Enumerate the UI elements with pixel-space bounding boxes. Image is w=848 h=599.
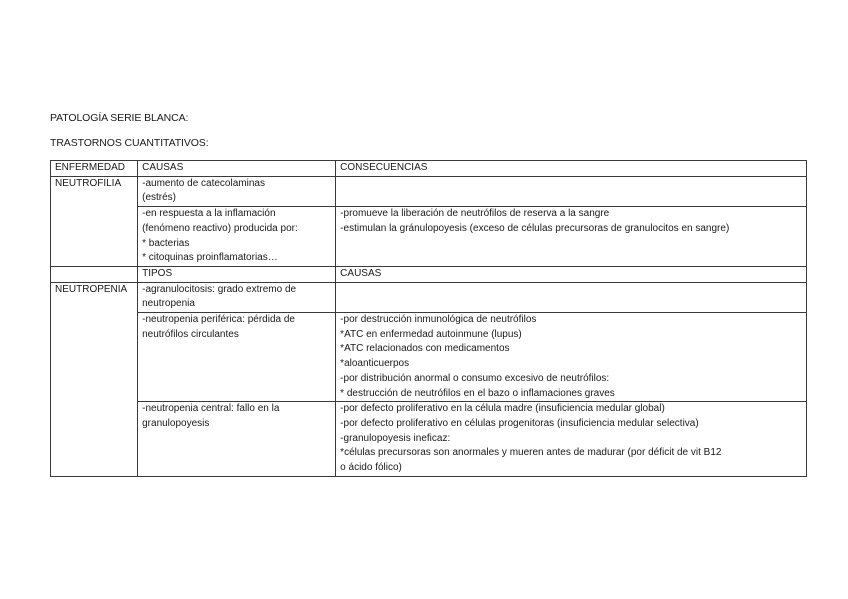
- cell-line: neutrófilos circulantes: [142, 328, 239, 340]
- cell-line: *ATC en enfermedad autoinmune (lupus): [340, 328, 522, 340]
- cause-cell: [336, 313, 807, 402]
- subheader-causas: CAUSAS: [336, 266, 807, 282]
- cell-line: granulopoyesis: [142, 417, 210, 429]
- cell-line: * bacterias: [142, 237, 190, 249]
- cell-line: -granulopoyesis ineficaz:: [340, 432, 451, 444]
- disorders-table: [50, 160, 807, 477]
- cell-line: *ATC relacionados con medicamentos: [340, 343, 510, 355]
- table-header-row: [51, 161, 807, 177]
- header-enfermedad: ENFERMEDAD: [51, 161, 138, 177]
- table-row: [51, 402, 807, 477]
- cell-line: * citoquinas proinflamatorias…: [142, 252, 278, 264]
- cell-line: * destrucción de neutrófilos en el bazo o inflamaciones graves: [340, 387, 615, 399]
- cause-cell-empty: [336, 282, 807, 312]
- cell-line: -aumento de catecolaminas: [142, 177, 265, 189]
- cell-line: (fenómeno reactivo) producida por:: [142, 222, 298, 234]
- cell-line: -por defecto proliferativo en células progenitoras (insuficiencia medular selectiva): [340, 417, 699, 429]
- cell-line: -en respuesta a la inflamación: [142, 208, 276, 220]
- table-row: [51, 207, 807, 267]
- subheader-tipos: TIPOS: [138, 266, 336, 282]
- cell-line: -agranulocitosis: grado extremo de: [142, 283, 297, 295]
- table-subheader-row: [51, 266, 807, 282]
- disease-neutropenia: NEUTROPENIA: [51, 282, 138, 476]
- cell-line: -estimulan la gránulopoyesis (exceso de células precursoras de granulocitos en sangre): [340, 222, 730, 234]
- cell-line: -neutropenia central: fallo en la: [142, 403, 280, 415]
- cell-line: *aloanticuerpos: [340, 358, 410, 370]
- section-title: TRASTORNOS CUANTITATIVOS:: [50, 137, 209, 149]
- cell-line: -por destrucción inmunológica de neutrófilos: [340, 314, 537, 326]
- cause-cell: [138, 207, 336, 267]
- table-row: [51, 313, 807, 402]
- cell-line: -por defecto proliferativo en la célula madre (insuficiencia medular global): [340, 403, 665, 415]
- type-cell: [138, 402, 336, 477]
- table-row: [51, 282, 807, 312]
- header-causas: CAUSAS: [138, 161, 336, 177]
- subheader-empty: [51, 266, 138, 282]
- cause-cell: [138, 176, 336, 206]
- table-row: [51, 176, 807, 206]
- header-consecuencias: CONSECUENCIAS: [336, 161, 807, 177]
- type-cell: [138, 282, 336, 312]
- cell-line: *células precursoras son anormales y mueren antes de madurar (por déficit de vit B12: [340, 447, 722, 459]
- cell-line: -neutropenia periférica: pérdida de: [142, 314, 295, 326]
- disease-neutrofilia: NEUTROFILIA: [51, 176, 138, 266]
- cell-line: -por distribución anormal o consumo excesivo de neutrófilos:: [340, 372, 610, 384]
- cell-line: neutropenia: [142, 298, 195, 310]
- type-cell: [138, 313, 336, 402]
- cell-line: o ácido fólico): [340, 462, 402, 474]
- consequence-cell: [336, 207, 807, 267]
- cell-line: -promueve la liberación de neutrófilos de reserva a la sangre: [340, 208, 610, 220]
- page-title: PATOLOGÍA SERIE BLANCA:: [50, 112, 189, 124]
- cause-cell: [336, 402, 807, 477]
- consequence-cell-empty: [336, 176, 807, 206]
- cell-line: (estrés): [142, 192, 177, 204]
